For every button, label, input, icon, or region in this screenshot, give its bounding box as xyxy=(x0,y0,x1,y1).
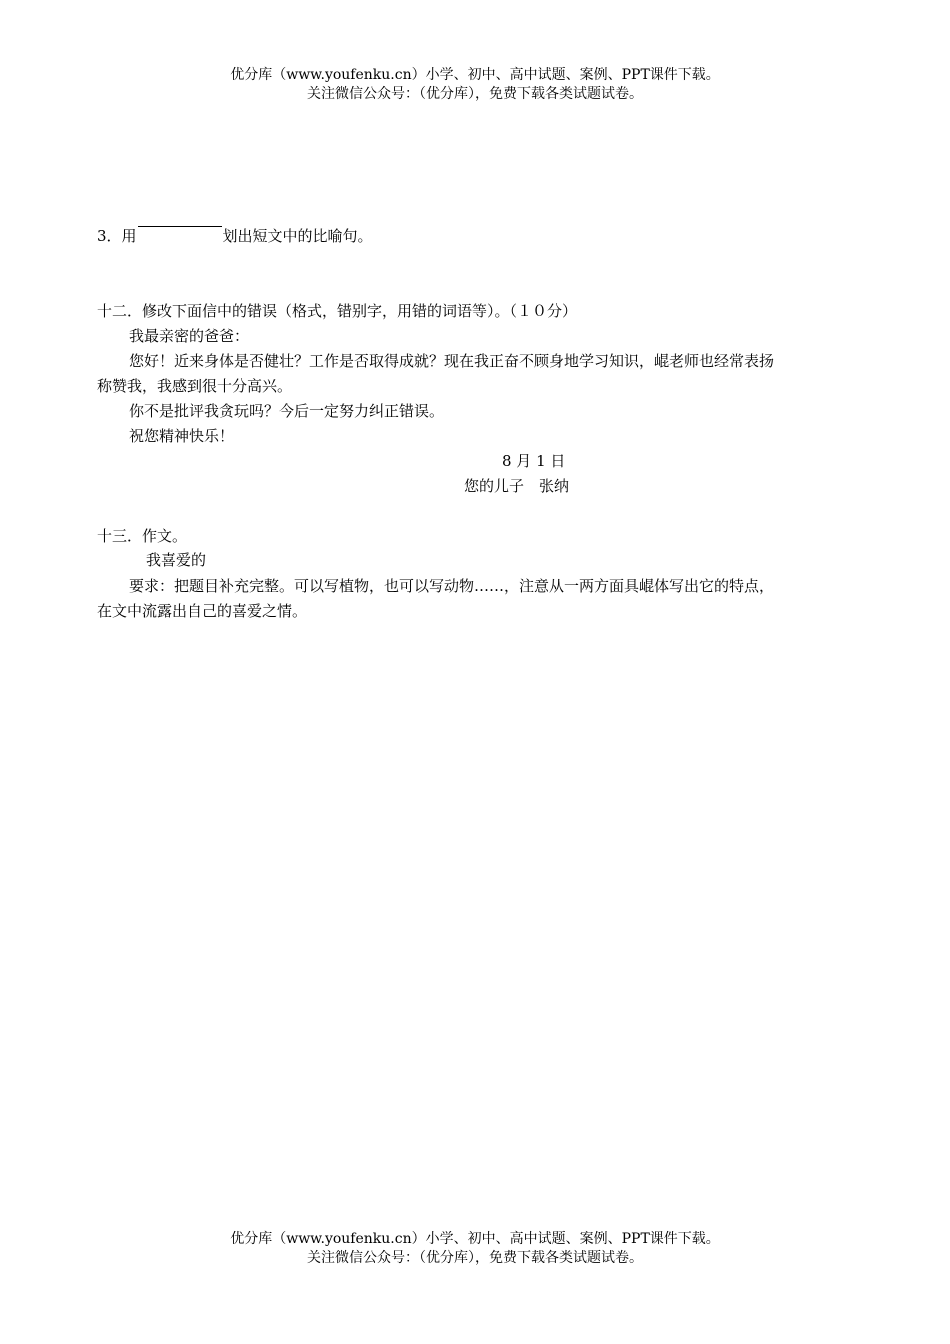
letter-signature: 您的儿子 张纳 xyxy=(464,477,570,495)
question-3-suffix: 划出短文中的比喻句。 xyxy=(222,227,373,245)
footer-line-2: 关注微信公众号：（优分库），免费下载各类试题试卷。 xyxy=(307,1250,643,1266)
letter-paragraph-1-line-1: 您好！近来身体是否健壮？工作是否取得成就？现在我正奋不顾身地学习知识，崐老师也经常表扬 xyxy=(129,352,775,370)
essay-requirement-line-2: 在文中流露出自己的喜爱之情。 xyxy=(97,602,308,620)
letter-paragraph-1-line-2: 称赞我，我感到很十分高兴。 xyxy=(97,377,293,395)
question-3-prefix: 3．用 xyxy=(97,227,137,245)
header-line-1: 优分库（www.youfenku.cn）小学、初中、高中试题、案例、PPT课件下载。 xyxy=(230,67,720,83)
letter-paragraph-3: 祝您精神快乐！ xyxy=(129,427,235,445)
letter-paragraph-2: 你不是批评我贪玩吗？今后一定努力纠正错误。 xyxy=(129,402,445,420)
letter-date: 8 月 1 日 xyxy=(502,452,566,470)
letter-salutation: 我最亲密的爸爸： xyxy=(129,327,250,345)
question-3 xyxy=(97,226,373,246)
section-13-title: 十三．作文。 xyxy=(97,527,188,545)
page-footer xyxy=(0,1230,950,1268)
section-12-title: 十二．修改下面信中的错误（格式，错别字，用错的词语等）。（１０分） xyxy=(97,302,578,320)
footer-line-1: 优分库（www.youfenku.cn）小学、初中、高中试题、案例、PPT课件下载。 xyxy=(230,1231,720,1247)
header-line-2: 关注微信公众号：（优分库），免费下载各类试题试卷。 xyxy=(307,86,643,102)
underline-sample xyxy=(138,226,222,241)
essay-topic: 我喜爱的 xyxy=(146,551,207,569)
essay-requirement-line-1: 要求：把题目补充完整。可以写植物，也可以写动物……，注意从一两方面具崐体写出它的特点， xyxy=(129,577,775,595)
page-header xyxy=(0,66,950,104)
